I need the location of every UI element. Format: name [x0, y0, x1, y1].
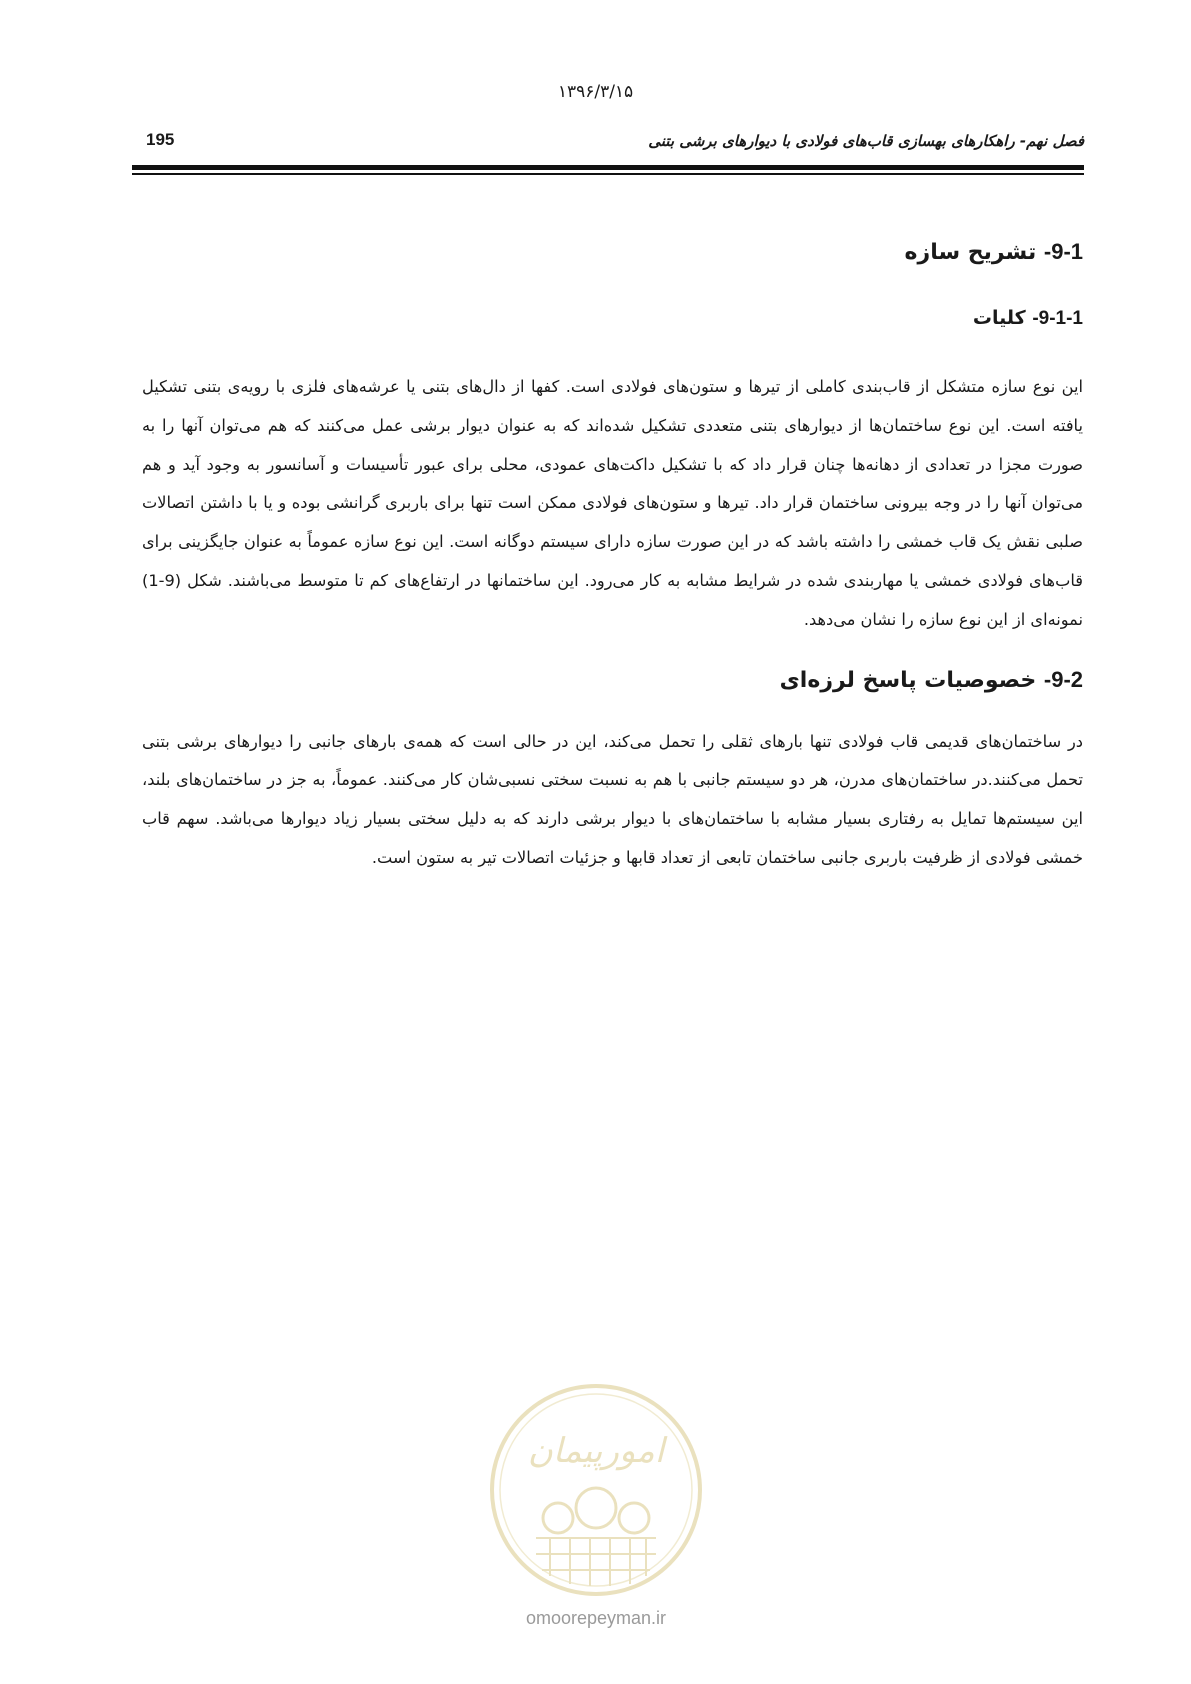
section-heading-9-1	[142, 236, 1083, 269]
section-heading-9-2	[142, 664, 1083, 697]
stamp-date: ۱۳۹۶/۳/۱۵	[557, 82, 634, 102]
header-rule-thick	[132, 165, 1084, 170]
section-number: 9-1-1-	[1032, 308, 1083, 329]
subsection-heading-9-1-1	[142, 303, 1083, 334]
section-title: کلیات	[972, 307, 1026, 329]
paragraph-overview: این نوع سازه متشکل از قاب‌بندی کاملی از تیرها و ستون‌های فولادی است. کفها از دال‌های بتنی یا عرشه‌های فلزی با رویه‌ی بتنی تشکیل یافته است. این نوع ساختمان‌ها از دیوارهای بتنی متعددی تشکیل شده‌اند که به عنوان دیوار برشی عمل می‌کنند که هم می‌توان آنها را به صورت مجزا در تعدادی از دهانه‌ها چنان قرار داد که با تشکیل داکت‌های عمودی، محلی برای عبور تأسیسات و آسانسور به وجود آید و هم می‌توان آنها را در وجه بیرونی ساختمان قرار داد. تیرها و ستون‌های فولادی ممکن است تنها برای باربری گرانشی بوده و یا با داشتن اتصالات صلبی نقش یک قاب خمشی را داشته باشد که در این صورت سازه دارای سیستم دوگانه است. این نوع سازه عموماً به عنوان جایگزینی برای قاب‌های فولادی خمشی یا مهاربندی شده در شرایط مشابه به کار می‌رود. این ساختمانها در ارتفاع‌های کم تا متوسط می‌باشند. شکل (9-1) نمونه‌ای از این نوع سازه را نشان می‌دهد.	[142, 377, 1083, 629]
running-title: فصل نهم- راهکارهای بهسازی قاب‌های فولادی با دیوارهای برشی بتنی	[648, 132, 1084, 150]
section-number: 9-2-	[1043, 666, 1083, 692]
page-number: 195	[146, 130, 175, 149]
watermark-url: omoorepeyman.ir	[525, 1608, 667, 1628]
page-content	[142, 236, 1083, 878]
paragraph-seismic-response: در ساختمان‌های قدیمی قاب فولادی تنها بارهای ثقلی را تحمل می‌کند، این در حالی است که همه‌ی بارهای جانبی را دیوارهای برشی بتنی تحمل می‌کنند.در ساختمان‌های مدرن، هر دو سیستم جانبی با هم به نسبت سختی نسبی‌شان کار می‌کنند. عموماً، به جز در ساختمان‌های بلند، این سیستم‌ها تمایل به رفتاری بسیار مشابه با ساختمان‌های با دیوار برشی دارند که به دلیل سختی بسیار زیاد دیوارها می‌باشد. سهم قاب خمشی فولادی از ظرفیت باربری جانبی ساختمان تابعی از تعداد قابها و جزئیات اتصالات تیر به ستون است.	[142, 731, 1083, 867]
watermark-logo	[486, 1380, 706, 1600]
header-rule-thin	[132, 173, 1084, 175]
spacer	[142, 640, 1083, 664]
section-title: خصوصیات پاسخ لرزه‌ای	[779, 667, 1037, 693]
section-number: 9-1-	[1043, 239, 1083, 264]
watermark-logo-text: امورپیمان	[527, 1431, 665, 1471]
section-title: تشریح سازه	[904, 240, 1037, 265]
page-header	[132, 130, 1084, 156]
